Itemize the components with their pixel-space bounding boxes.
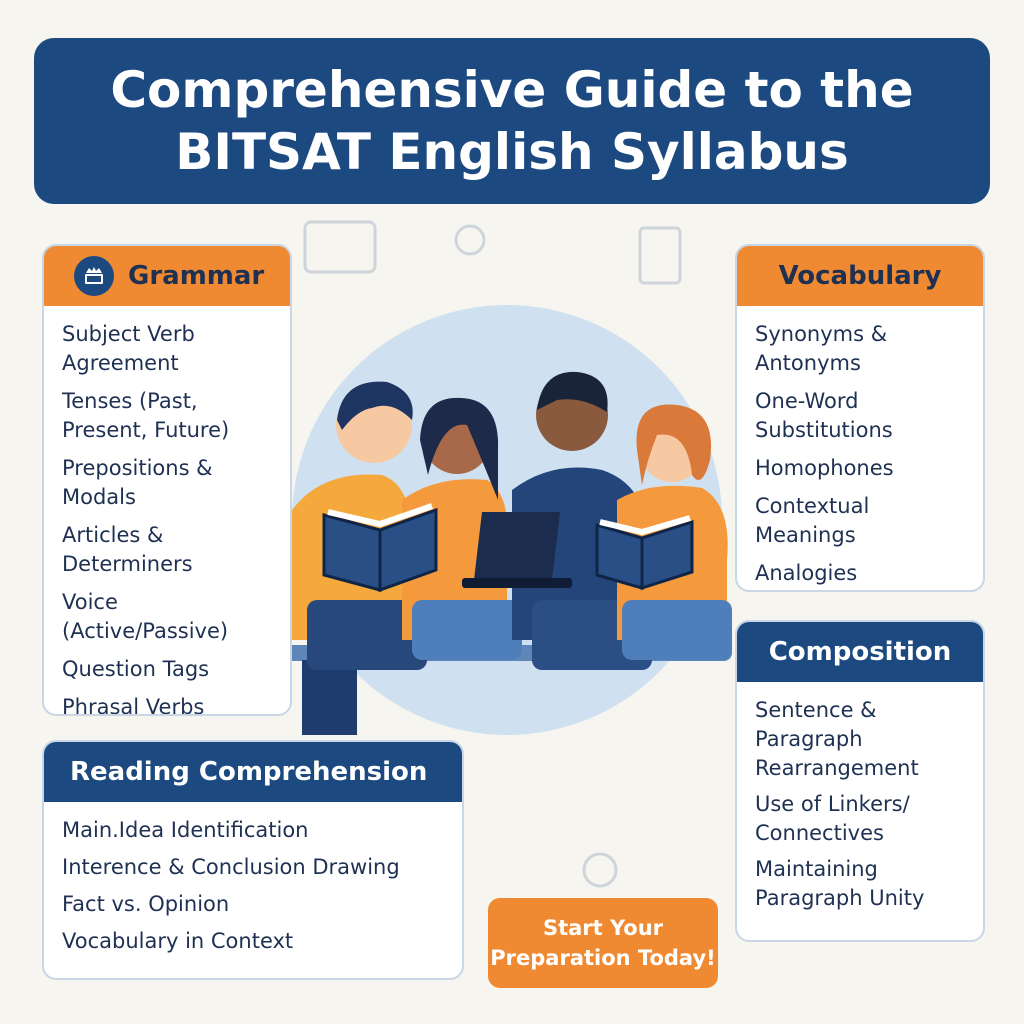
list-item: Homophones: [755, 456, 894, 480]
list-item: Vocabulary in Context: [62, 929, 294, 953]
page-title: [72, 59, 952, 183]
list-item: Phrasal Verbs: [62, 695, 205, 716]
reading-comprehension-card: [42, 740, 464, 980]
grammar-header: [44, 246, 290, 306]
cta-label-line-1: Start Your: [542, 916, 664, 940]
list-item: Prepositions & Modals: [62, 456, 213, 509]
cta-label: [490, 913, 715, 973]
reading-comprehension-list: [44, 802, 462, 974]
students-studying-illustration: [262, 300, 762, 740]
start-preparation-button[interactable]: [488, 898, 718, 988]
page-title-line-1: Comprehensive Guide to the: [110, 61, 914, 119]
list-item: Maintaining Paragraph Unity: [755, 857, 925, 910]
open-book-2-icon: [597, 518, 692, 588]
grammar-card: [42, 244, 292, 716]
list-item: Voice (Active/Passive): [62, 590, 229, 643]
list-item: Sentence & Paragraph Rearrangement: [755, 698, 919, 780]
list-item: Main.Idea Identification: [62, 818, 309, 842]
composition-card: [735, 620, 985, 942]
reading-comprehension-heading: Reading Comprehension: [70, 757, 428, 787]
reading-comprehension-header: [44, 742, 462, 802]
vocabulary-header: [737, 246, 983, 306]
grammar-heading: Grammar: [128, 261, 265, 291]
page-title-line-2: BITSAT English Syllabus: [175, 123, 849, 181]
vocabulary-heading: Vocabulary: [778, 261, 942, 291]
composition-heading: Composition: [768, 637, 952, 667]
list-item: Tenses (Past, Present, Future): [62, 389, 230, 442]
list-item: Use of Linkers/ Connectives: [755, 792, 910, 845]
grammar-list: [44, 306, 290, 716]
list-item: Subject Verb Agreement: [62, 322, 195, 375]
book-stack-icon: [74, 256, 114, 296]
vocabulary-card: [735, 244, 985, 592]
composition-list: [737, 682, 983, 930]
list-item: Fact vs. Opinion: [62, 892, 230, 916]
list-item: Question Tags: [62, 657, 210, 681]
cta-label-line-2: Preparation Today!: [490, 946, 716, 970]
list-item: Contextual Meanings: [755, 494, 870, 547]
list-item: Articles & Determiners: [62, 523, 193, 576]
composition-header: [737, 622, 983, 682]
list-item: One-Word Substitutions: [755, 389, 893, 442]
list-item: Synonyms & Antonyms: [755, 322, 888, 375]
title-banner: [34, 38, 990, 204]
list-item: Interence & Conclusion Drawing: [62, 855, 400, 879]
vocabulary-list: [737, 306, 983, 592]
list-item: Analogies: [755, 561, 858, 585]
